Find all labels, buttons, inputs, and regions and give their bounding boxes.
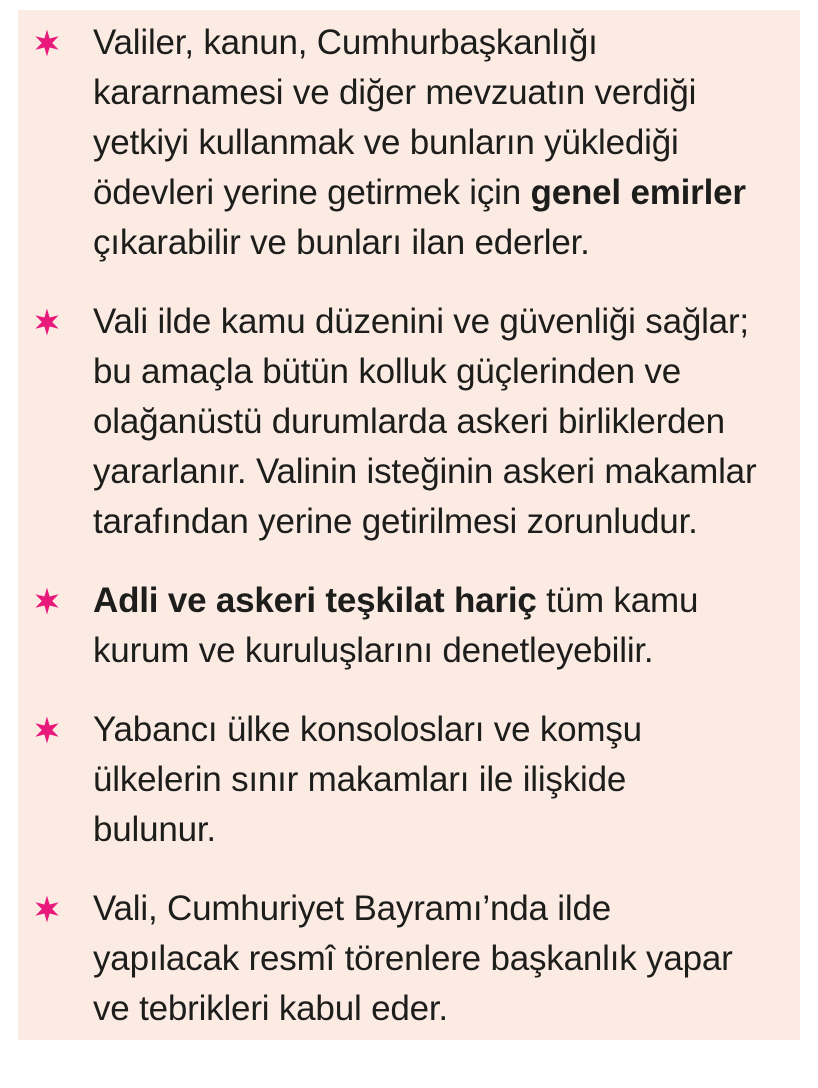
list-item-text [93, 297, 785, 547]
text-line: Vali ilde kamu düzenini ve güvenliği sağlar; [93, 302, 749, 341]
list-item-text [93, 576, 785, 676]
text-line: tarafından yerine getirilmesi zorunludur. [93, 502, 698, 541]
text-line: Valiler, kanun, Cumhurbaşkanlığı [93, 23, 598, 62]
text-line: ödevleri yerine getirmek için genel emirler [93, 173, 746, 212]
list-item-text [93, 18, 785, 268]
six-pointed-asterisk-icon [33, 297, 93, 336]
text-line: Vali, Cumhuriyet Bayramı’nda ilde [93, 889, 611, 928]
text-line: bulunur. [93, 810, 216, 849]
six-pointed-asterisk-icon [33, 884, 93, 923]
six-pointed-asterisk-icon [33, 705, 93, 744]
text-line: bu amaçla bütün kolluk güçlerinden ve [93, 352, 681, 391]
text-line: kurum ve kuruluşlarını denetleyebilir. [93, 631, 654, 670]
text-line: Yabancı ülke konsolosları ve komşu [93, 710, 642, 749]
text-line: olağanüstü durumlarda askeri birliklerden [93, 402, 725, 441]
text-line: ülkelerin sınır makamları ile ilişkide [93, 760, 627, 799]
list-item [33, 18, 800, 268]
six-pointed-asterisk-icon [33, 576, 93, 615]
text-line: çıkarabilir ve bunları ilan ederler. [93, 223, 590, 262]
list-item-text [93, 705, 785, 855]
list-item [33, 576, 800, 676]
list-item-text [93, 884, 785, 1034]
text-line: Adli ve askeri teşkilat hariç tüm kamu [93, 581, 699, 620]
list-item [33, 884, 800, 1034]
bullet-list [33, 18, 800, 1034]
list-item [33, 297, 800, 547]
six-pointed-asterisk-icon [33, 18, 93, 57]
text-line: ve tebrikleri kabul eder. [93, 989, 448, 1028]
text-line: kararnamesi ve diğer mevzuatın verdiği [93, 73, 697, 112]
text-line: yararlanır. Valinin isteğinin askeri makamlar [93, 452, 757, 491]
highlight-panel [18, 10, 800, 1040]
list-item [33, 705, 800, 855]
text-line: yetkiyi kullanmak ve bunların yüklediği [93, 123, 679, 162]
text-line: yapılacak resmî törenlere başkanlık yapar [93, 939, 733, 978]
